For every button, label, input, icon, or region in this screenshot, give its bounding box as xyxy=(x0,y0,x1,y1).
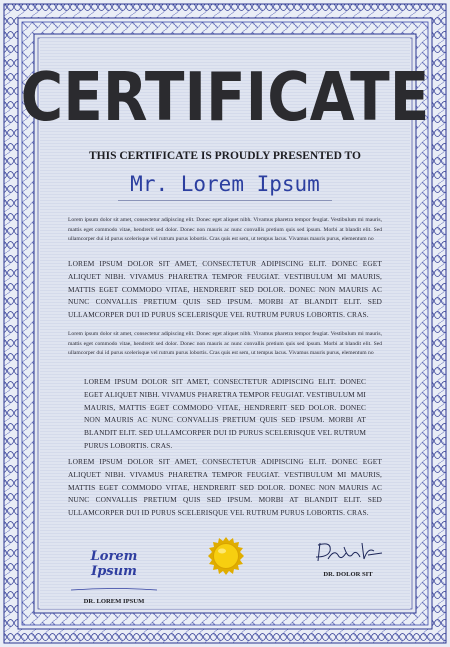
body-paragraph-1: Lorem ipsum dolor sit amet, consectetur adipiscing elit. Donec eget aliquet nibh. Vivamus pharetra tempor feugiat. Vestibulum mi mauris, mattis eget commodo vitae, hendrerit sed dolor. Donec non mauris ac nunc convallis pretium quis sed ipsum. Morbi at blandit elit. Sed ullamcorper dui id purus scelerisque vel rutrum purus lobortis. Cras quis est sem, ut tempus lacus. Vivamus mauris purus, elementum no xyxy=(68,217,382,243)
body-paragraph-2: LOREM IPSUM DOLOR SIT AMET, CONSECTETUR ADIPISCING ELIT. DONEC EGET ALIQUET NIBH. VIVAMUS PHARETRA TEMPOR FEUGIAT. VESTIBULUM MI MAURIS, MATTIS EGET COMMODO VITAE, HENDRERIT SED DOLOR. DONEC NON MAURIS AC NUNC CONVALLIS PRETIUM QUIS SED IPSUM. MORBI AT BLANDIT ELIT. SED ULLAMCORPER DUI ID PURUS SCELERISQUE VEL RUTRUM PURUS LOBORTIS. CRAS. xyxy=(68,259,382,320)
certificate-subtitle: THIS CERTIFICATE IS PROUDLY PRESENTED TO xyxy=(89,150,361,162)
signature-left-name: DR. LOREM IPSUM xyxy=(83,598,145,605)
signature-left xyxy=(66,549,162,605)
body-paragraph-3: Lorem ipsum dolor sit amet, consectetur adipiscing elit. Donec eget aliquet nibh. Vivamus pharetra tempor feugiat. Vestibulum mi mauris, mattis eget commodo vitae, hendrerit sed dolor. Donec non mauris ac nunc convallis pretium quis sed ipsum. Morbi at blandit elit. Sed ullamcorper dui id purus scelerisque vel rutrum purus lobortis. Cras quis est sem, ut tempus lacus. Vivamus mauris purus, elementum no xyxy=(68,331,382,357)
recipient-name: Mr. Lorem Ipsum xyxy=(130,172,320,196)
recipient-underline xyxy=(118,200,332,201)
certificate-title: CERTIFICATE xyxy=(20,58,430,137)
signature-left-flourish xyxy=(69,588,159,592)
signature-right-name: DR. DOLOR SIT xyxy=(323,571,373,578)
gold-seal-icon xyxy=(206,536,246,576)
signature-right xyxy=(298,539,398,578)
body-paragraph-5: LOREM IPSUM DOLOR SIT AMET, CONSECTETUR ADIPISCING ELIT. DONEC EGET ALIQUET NIBH. VIVAMUS PHARETRA TEMPOR FEUGIAT. VESTIBULUM MI MAURIS, MATTIS EGET COMMODO VITAE, HENDRERIT SED DOLOR. DONEC NON MAURIS AC NUNC CONVALLIS PRETIUM QUIS SED IPSUM. MORBI AT BLANDIT ELIT. SED ULLAMCORPER DUI ID PURUS SCELERISQUE VEL RUTRUM PURUS LOBORTIS. CRAS. xyxy=(68,457,382,518)
signature-left-script: Lorem Ipsum xyxy=(90,549,138,579)
signature-right-handwriting xyxy=(308,539,388,565)
body-paragraph-4: LOREM IPSUM DOLOR SIT AMET, CONSECTETUR ADIPISCING ELIT. DONEC EGET ALIQUET NIBH. VIVAMUS PHARETRA TEMPOR FEUGIAT. VESTIBULUM MI MAURIS, MATTIS EGET COMMODO VITAE, HENDRERIT SED DOLOR. DONEC NON MAURIS AC NUNC CONVALLIS PRETIUM QUIS SED IPSUM. MORBI AT BLANDIT ELIT. SED ULLAMCORPER DUI ID PURUS SCELERISQUE VEL RUTRUM PURUS LOBORTIS. CRAS. xyxy=(84,377,366,450)
